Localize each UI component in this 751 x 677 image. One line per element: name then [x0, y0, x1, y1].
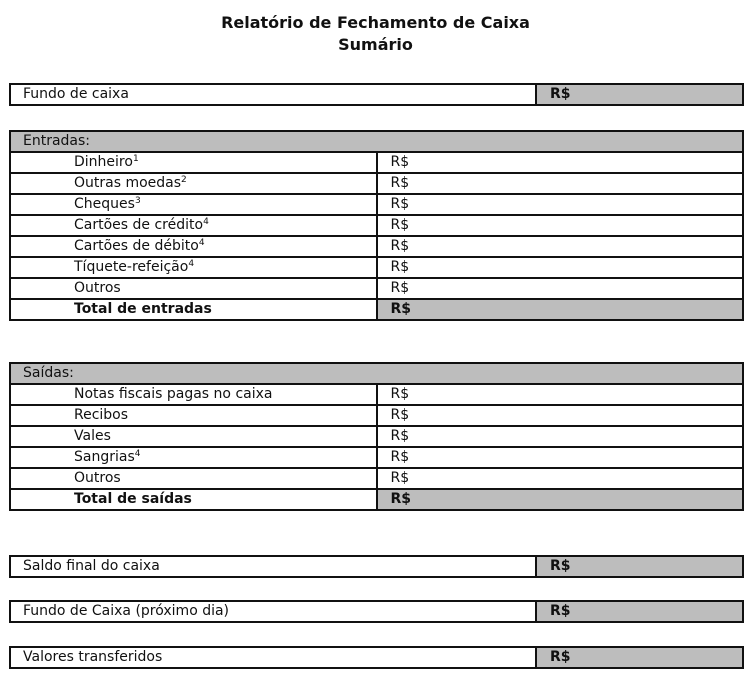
entradas-header-row — [10, 131, 743, 152]
saidas-header-row — [10, 363, 743, 384]
valores-transferidos-table — [9, 646, 744, 669]
table-row — [10, 236, 743, 257]
table-row — [10, 278, 743, 299]
entradas-item-label: Outros — [10, 278, 377, 299]
entradas-item-value[interactable]: R$ — [377, 215, 744, 236]
entradas-item-label: Tíquete-refeição$^4$ — [10, 257, 377, 278]
entradas-item-value[interactable]: R$ — [377, 194, 744, 215]
saidas-item-label: Recibos — [10, 405, 377, 426]
saldo-final-table — [9, 555, 744, 578]
entradas-item-label: Cheques$^3$ — [10, 194, 377, 215]
entradas-total-value[interactable]: R$ — [377, 299, 744, 320]
entradas-item-value[interactable]: R$ — [377, 257, 744, 278]
table-row — [10, 468, 743, 489]
fundo-proximo-row — [10, 601, 743, 622]
fundo-proximo-label: Fundo de Caixa (próximo dia) — [10, 601, 536, 622]
saldo-final-value[interactable]: R$ — [536, 556, 743, 577]
table-row — [10, 152, 743, 173]
saidas-item-label: Outros — [10, 468, 377, 489]
saidas-item-label: Sangrias$^4$ — [10, 447, 377, 468]
table-row — [10, 426, 743, 447]
footnote-marker: 2 — [181, 175, 187, 185]
saidas-total-value[interactable]: R$ — [377, 489, 744, 510]
entradas-header: Entradas: — [10, 131, 743, 152]
footnote-marker: 4 — [198, 238, 205, 248]
saidas-header: Saídas: — [10, 363, 743, 384]
entradas-item-value[interactable]: R$ — [377, 173, 744, 194]
saidas-table — [9, 362, 744, 511]
saldo-final-row — [10, 556, 743, 577]
saidas-item-value[interactable]: R$ — [377, 405, 744, 426]
saidas-item-value[interactable]: R$ — [377, 468, 744, 489]
saidas-item-label: Notas fiscais pagas no caixa — [10, 384, 377, 405]
entradas-item-label: Dinheiro$^1$ — [10, 152, 377, 173]
footnote-marker: 3 — [134, 196, 141, 206]
saldo-final-label: Saldo final do caixa — [10, 556, 536, 577]
valores-transferidos-row — [10, 647, 743, 668]
saidas-total-row — [10, 489, 743, 510]
saidas-item-value[interactable]: R$ — [377, 447, 744, 468]
footnote-marker: 1 — [132, 154, 139, 164]
table-row — [10, 194, 743, 215]
saidas-item-label: Vales — [10, 426, 377, 447]
footnote-marker: 4 — [203, 217, 209, 227]
entradas-table — [9, 130, 744, 321]
entradas-item-value[interactable]: R$ — [377, 236, 744, 257]
fundo-caixa-row — [10, 84, 743, 105]
footnote-marker: 4 — [134, 449, 141, 459]
report-subtitle: Sumário — [338, 35, 413, 54]
table-row — [10, 173, 743, 194]
fundo-proximo-table — [9, 600, 744, 623]
footnote-marker: 4 — [188, 259, 195, 269]
entradas-item-value[interactable]: R$ — [377, 152, 744, 173]
entradas-item-label: Cartões de crédito$^4$ — [10, 215, 377, 236]
table-row — [10, 405, 743, 426]
valores-transferidos-value[interactable]: R$ — [536, 647, 743, 668]
entradas-item-value[interactable]: R$ — [377, 278, 744, 299]
table-row — [10, 215, 743, 236]
fundo-caixa-label: Fundo de caixa — [10, 84, 536, 105]
entradas-item-label: Cartões de débito$^4$ — [10, 236, 377, 257]
entradas-total-row — [10, 299, 743, 320]
table-row — [10, 447, 743, 468]
fundo-proximo-value[interactable]: R$ — [536, 601, 743, 622]
saidas-total-label: Total de saídas — [10, 489, 377, 510]
report-title: Relatório de Fechamento de Caixa — [221, 13, 530, 32]
table-row — [10, 257, 743, 278]
fundo-caixa-value[interactable]: R$ — [536, 84, 743, 105]
saidas-item-value[interactable]: R$ — [377, 426, 744, 447]
valores-transferidos-label: Valores transferidos — [10, 647, 536, 668]
fundo-caixa-table — [9, 83, 744, 106]
entradas-item-label: Outras moedas$^2$ — [10, 173, 377, 194]
saidas-item-value[interactable]: R$ — [377, 384, 744, 405]
table-row — [10, 384, 743, 405]
entradas-total-label: Total de entradas — [10, 299, 377, 320]
